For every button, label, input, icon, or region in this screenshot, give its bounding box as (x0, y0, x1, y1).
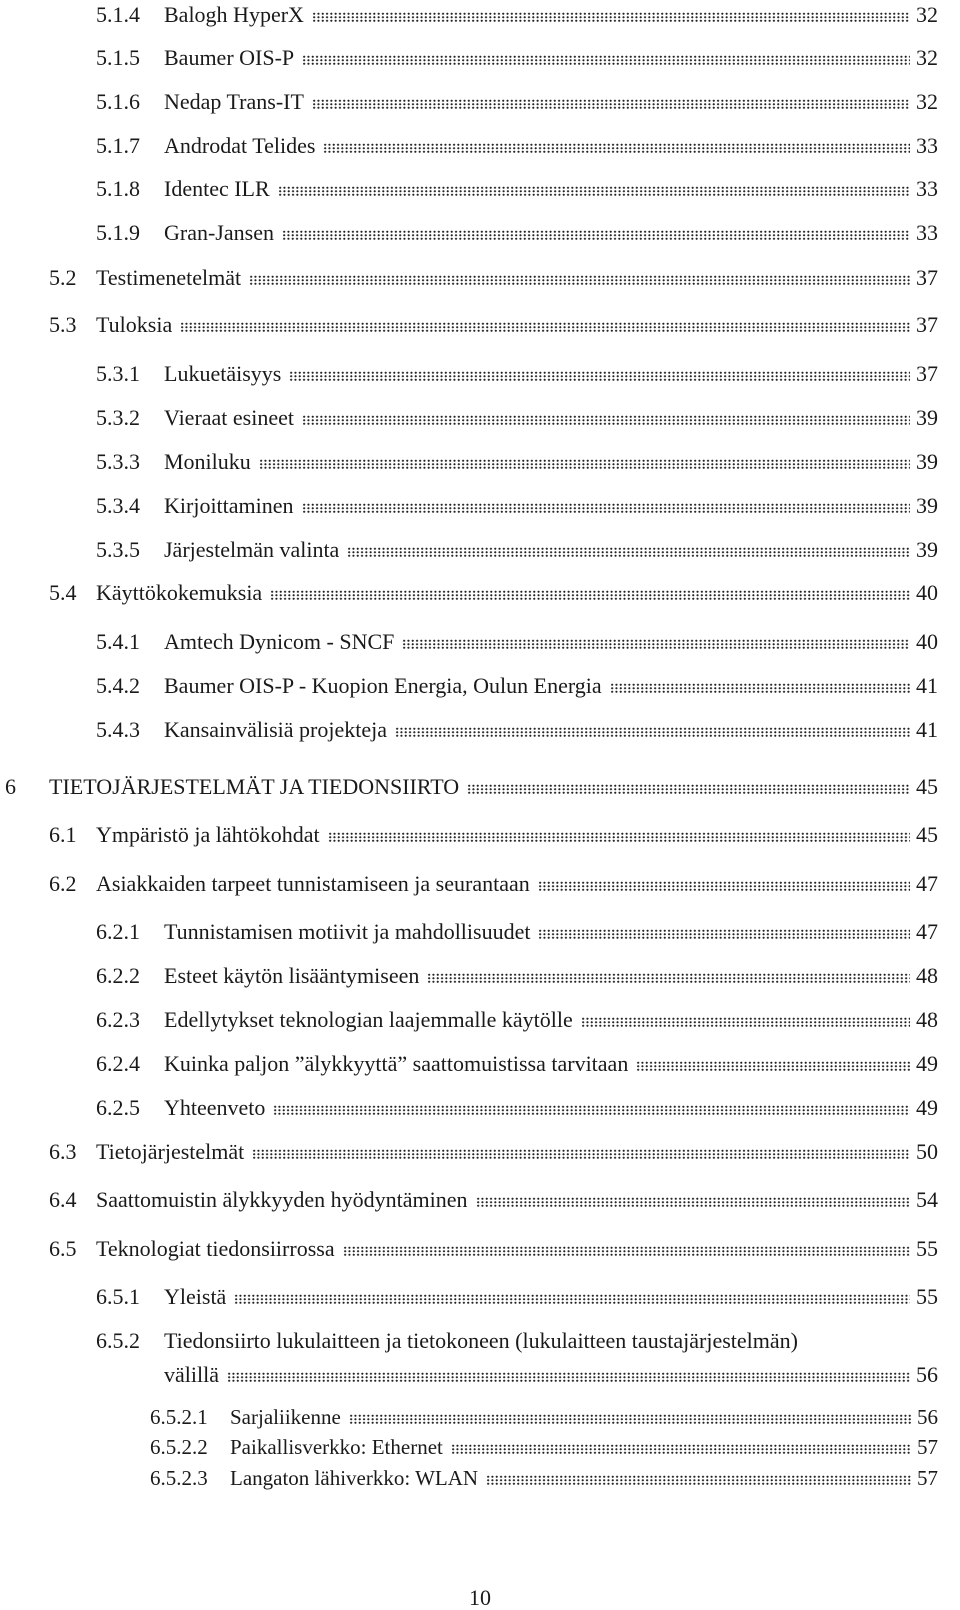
toc-entry-page-number: 55 (916, 1236, 938, 1261)
dot-leader (467, 784, 910, 794)
toc-entry (0, 312, 960, 342)
toc-entry-page-number: 41 (916, 717, 938, 742)
dot-leader (259, 459, 910, 469)
toc-entry-title: Tunnistamisen motiivit ja mahdollisuudet (164, 919, 531, 944)
toc-entry (0, 2, 960, 32)
toc-entry (0, 449, 960, 479)
toc-entry-page-number: 54 (916, 1187, 938, 1212)
toc-entry (0, 1362, 960, 1392)
toc-entry (0, 1007, 960, 1037)
toc-entry (0, 176, 960, 206)
dot-leader (289, 371, 910, 381)
toc-entry (0, 1139, 960, 1169)
dot-leader (451, 1444, 911, 1454)
toc-entry-number: 5.3.1 (96, 361, 140, 386)
toc-entry (0, 537, 960, 567)
toc-entry-title: Baumer OIS-P (164, 45, 295, 70)
dot-leader (234, 1294, 910, 1304)
toc-entry-title: Gran-Jansen (164, 220, 274, 245)
toc-entry-number: 6.1 (49, 822, 77, 847)
toc-entry-title: Lukuetäisyys (164, 361, 282, 386)
toc-entry-page-number: 39 (916, 493, 938, 518)
dot-leader (610, 683, 910, 693)
toc-entry-number: 5.4.1 (96, 629, 140, 654)
toc-entry-title: Paikallisverkko: Ethernet (230, 1435, 443, 1459)
dot-leader (402, 639, 910, 649)
toc-entry (0, 1434, 960, 1464)
toc-entry-number: 6.2.2 (96, 963, 140, 988)
dot-leader (343, 1246, 910, 1256)
toc-entry-number: 5.4.2 (96, 673, 140, 698)
toc-entry-number: 5.2 (49, 265, 77, 290)
toc-entry (0, 493, 960, 523)
toc-entry-page-number: 39 (916, 405, 938, 430)
toc-entry-number: 6.2.1 (96, 919, 140, 944)
dot-leader (427, 973, 910, 983)
toc-entry-title: Yhteenveto (164, 1095, 266, 1120)
toc-entry-page-number: 49 (916, 1051, 938, 1076)
toc-entry-title: Baumer OIS-P - Kuopion Energia, Oulun Energia (164, 673, 602, 698)
toc-entry-number: 6.2.3 (96, 1007, 140, 1032)
toc-entry-page-number: 39 (916, 537, 938, 562)
toc-entry-number: 6.5.2.3 (150, 1466, 208, 1490)
toc-entry-page-number: 32 (916, 45, 938, 70)
dot-leader (349, 1414, 911, 1424)
dot-leader (347, 547, 910, 557)
dot-leader (273, 1105, 910, 1115)
dot-leader (581, 1017, 910, 1027)
toc-entry-number: 5.1.9 (96, 220, 140, 245)
toc-entry (0, 1051, 960, 1081)
toc-entry (0, 45, 960, 75)
toc-entry (0, 361, 960, 391)
toc-entry-page-number: 49 (916, 1095, 938, 1120)
dot-leader (312, 99, 910, 109)
dot-leader (636, 1061, 910, 1071)
toc-entry-number: 6.5 (49, 1236, 77, 1261)
toc-entry-number: 6.5.2.2 (150, 1435, 208, 1459)
toc-entry (0, 629, 960, 659)
dot-leader (538, 881, 910, 891)
toc-entry (0, 1328, 960, 1358)
toc-entry (0, 1187, 960, 1217)
toc-entry (0, 774, 960, 804)
toc-entry (0, 1404, 960, 1434)
toc-entry-title: Järjestelmän valinta (164, 537, 340, 562)
toc-entry-page-number: 57 (917, 1435, 938, 1459)
toc-entry-title: Androdat Telides (164, 133, 316, 158)
toc-entry-number: 6.2.5 (96, 1095, 140, 1120)
dot-leader (249, 275, 910, 285)
toc-entry-title: Kansainvälisiä projekteja (164, 717, 387, 742)
toc-entry-number: 5.1.6 (96, 89, 140, 114)
toc-entry-page-number: 33 (916, 220, 938, 245)
toc-entry-page-number: 37 (916, 361, 938, 386)
toc-entry-page-number: 48 (916, 963, 938, 988)
toc-entry-number: 6.5.2.1 (150, 1405, 208, 1429)
toc-entry-title: Käyttökokemuksia (96, 580, 263, 605)
toc-entry-number: 6.5.2 (96, 1328, 140, 1353)
toc-entry-number: 5.3.2 (96, 405, 140, 430)
page-number: 10 (469, 1585, 491, 1610)
toc-entry-title: Edellytykset teknologian laajemmalle käytölle (164, 1007, 573, 1032)
toc-entry-title: Teknologiat tiedonsiirrossa (96, 1236, 335, 1261)
toc-entry (0, 1284, 960, 1314)
dot-leader (312, 12, 910, 22)
toc-entry-title: Kuinka paljon ”älykkyyttä” saattomuistissa tarvitaan (164, 1051, 629, 1076)
toc-entry-page-number: 56 (916, 1362, 938, 1387)
toc-entry-title: Balogh HyperX (164, 2, 304, 27)
dot-leader (395, 727, 910, 737)
toc-entry (0, 405, 960, 435)
toc-entry-number: 5.4.3 (96, 717, 140, 742)
dot-leader (486, 1475, 911, 1485)
toc-entry-number: 6.5.1 (96, 1284, 140, 1309)
toc-entry-number: 5.3 (49, 312, 77, 337)
dot-leader (227, 1372, 910, 1382)
dot-leader (323, 143, 910, 153)
toc-entry-page-number: 32 (916, 89, 938, 114)
dot-leader (282, 230, 910, 240)
toc-entry-page-number: 55 (916, 1284, 938, 1309)
toc-entry-page-number: 45 (916, 774, 938, 799)
toc-entry (0, 822, 960, 852)
toc-entry-page-number: 48 (916, 1007, 938, 1032)
toc-entry-number: 5.3.5 (96, 537, 140, 562)
dot-leader (302, 55, 910, 65)
dot-leader (538, 929, 910, 939)
toc-entry-number: 5.1.4 (96, 2, 140, 27)
dot-leader (252, 1149, 910, 1159)
dot-leader (180, 322, 910, 332)
toc-entry (0, 89, 960, 119)
toc-entry-number: 6.2.4 (96, 1051, 140, 1076)
toc-entry-title: Testimenetelmät (96, 265, 242, 290)
toc-entry-title: Tietojärjestelmät (96, 1139, 245, 1164)
dot-leader (302, 415, 910, 425)
toc-entry-title: Esteet käytön lisääntymiseen (164, 963, 420, 988)
toc-entry (0, 1095, 960, 1125)
toc-entry-number: 5.1.8 (96, 176, 140, 201)
toc-entry-number: 5.4 (49, 580, 77, 605)
toc-entry-title: Vieraat esineet (164, 405, 294, 430)
toc-entry-page-number: 45 (916, 822, 938, 847)
toc-entry-title: Nedap Trans-IT (164, 89, 304, 114)
toc-entry (0, 963, 960, 993)
toc-entry-number: 6.2 (49, 871, 77, 896)
dot-leader (328, 832, 910, 842)
toc-entry (0, 133, 960, 163)
toc-entry-title: Langaton lähiverkko: WLAN (230, 1466, 479, 1490)
toc-entry-page-number: 40 (916, 580, 938, 605)
toc-entry-title: Ympäristö ja lähtökohdat (96, 822, 320, 847)
toc-entry (0, 220, 960, 250)
toc-entry-title: TIETOJÄRJESTELMÄT JA TIEDONSIIRTO (49, 774, 460, 799)
toc-entry-page-number: 37 (916, 312, 938, 337)
toc-entry-title: Tiedonsiirto lukulaitteen ja tietokoneen (lukulaitteen taustajärjestelmän) (164, 1328, 798, 1353)
toc-entry-number: 5.3.4 (96, 493, 140, 518)
toc-entry-title: Saattomuistin älykkyyden hyödyntäminen (96, 1187, 468, 1212)
toc-entry (0, 1465, 960, 1495)
dot-leader (270, 590, 910, 600)
toc-entry-number: 5.1.5 (96, 45, 140, 70)
toc-entry-number: 5.3.3 (96, 449, 140, 474)
toc-entry-number: 6.4 (49, 1187, 77, 1212)
toc-entry-number: 6 (5, 774, 16, 799)
dot-leader (278, 186, 910, 196)
toc-entry (0, 580, 960, 610)
toc-entry-page-number: 39 (916, 449, 938, 474)
toc-entry-page-number: 50 (916, 1139, 938, 1164)
dot-leader (476, 1197, 910, 1207)
toc-entry (0, 919, 960, 949)
toc-entry-page-number: 57 (917, 1466, 938, 1490)
toc-entry-title: Asiakkaiden tarpeet tunnistamiseen ja seurantaan (96, 871, 530, 896)
toc-entry-page-number: 33 (916, 133, 938, 158)
toc-entry-title: Moniluku (164, 449, 251, 474)
toc-entry-number: 6.3 (49, 1139, 77, 1164)
toc-entry-page-number: 47 (916, 919, 938, 944)
toc-entry-page-number: 47 (916, 871, 938, 896)
toc-entry-title: Identec ILR (164, 176, 270, 201)
toc-entry (0, 265, 960, 295)
dot-leader (302, 503, 910, 513)
toc-entry-number: 5.1.7 (96, 133, 140, 158)
toc-entry (0, 717, 960, 747)
toc-entry-page-number: 33 (916, 176, 938, 201)
toc-entry (0, 871, 960, 901)
toc-entry (0, 673, 960, 703)
toc-entry-page-number: 56 (917, 1405, 938, 1429)
toc-entry-title: Yleistä (164, 1284, 227, 1309)
toc-entry-page-number: 37 (916, 265, 938, 290)
toc-entry-title: Amtech Dynicom - SNCF (164, 629, 395, 654)
toc-entry-page-number: 32 (916, 2, 938, 27)
toc-entry (0, 1236, 960, 1266)
toc-entry-title: Sarjaliikenne (230, 1405, 341, 1429)
toc-entry-title: Tuloksia (96, 312, 173, 337)
toc-entry-title: Kirjoittaminen (164, 493, 294, 518)
toc-entry-title: välillä (164, 1362, 219, 1387)
toc-entry-page-number: 40 (916, 629, 938, 654)
toc-entry-page-number: 41 (916, 673, 938, 698)
